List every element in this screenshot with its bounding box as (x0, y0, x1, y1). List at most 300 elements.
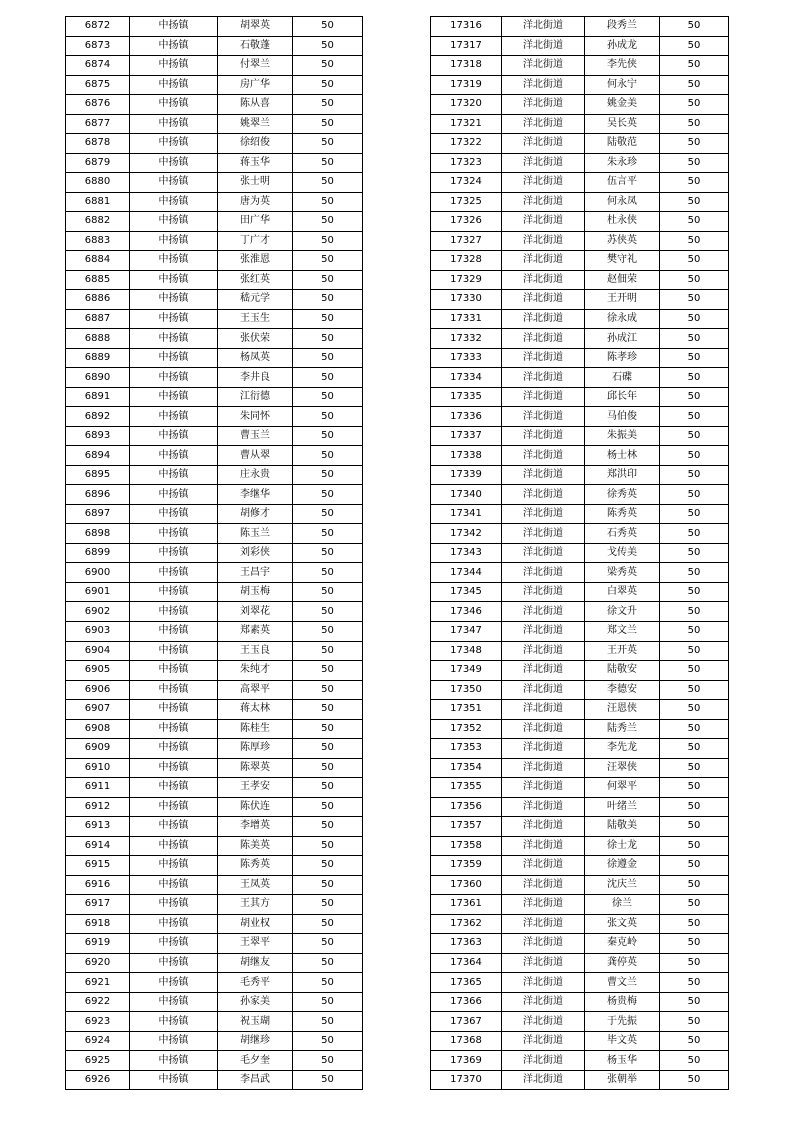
row-number-cell: 17334 (431, 368, 502, 388)
table-row (431, 934, 729, 954)
township-cell: 中扬镇 (130, 212, 218, 232)
amount-cell: 50 (293, 368, 363, 388)
row-number-cell: 6893 (66, 426, 130, 446)
name-cell: 王孝安 (218, 778, 293, 798)
amount-cell: 50 (660, 290, 729, 310)
amount-cell: 50 (293, 348, 363, 368)
table-row (66, 543, 363, 563)
table-row (431, 56, 729, 76)
name-cell: 杜永侠 (585, 212, 660, 232)
township-cell: 洋北街道 (502, 739, 585, 759)
table-row (431, 465, 729, 485)
amount-cell: 50 (660, 992, 729, 1012)
township-cell: 洋北街道 (502, 114, 585, 134)
row-number-cell: 6905 (66, 661, 130, 681)
amount-cell: 50 (660, 231, 729, 251)
amount-cell: 50 (660, 192, 729, 212)
township-cell: 洋北街道 (502, 153, 585, 173)
table-row (431, 875, 729, 895)
township-cell: 洋北街道 (502, 17, 585, 37)
row-number-cell: 17367 (431, 1012, 502, 1032)
amount-cell: 50 (293, 446, 363, 466)
amount-cell: 50 (293, 426, 363, 446)
row-number-cell: 17349 (431, 661, 502, 681)
township-cell: 洋北街道 (502, 778, 585, 798)
township-cell: 中扬镇 (130, 895, 218, 915)
township-cell: 中扬镇 (130, 114, 218, 134)
amount-cell: 50 (660, 56, 729, 76)
row-number-cell: 17320 (431, 95, 502, 115)
table-row (431, 134, 729, 154)
township-cell: 中扬镇 (130, 95, 218, 115)
table-row (431, 719, 729, 739)
amount-cell: 50 (660, 817, 729, 837)
township-cell: 洋北街道 (502, 446, 585, 466)
table-row (66, 309, 363, 329)
township-cell: 中扬镇 (130, 543, 218, 563)
name-cell: 曹文兰 (585, 973, 660, 993)
name-cell: 张朝举 (585, 1070, 660, 1090)
amount-cell: 50 (660, 661, 729, 681)
township-cell: 中扬镇 (130, 1031, 218, 1051)
row-number-cell: 17318 (431, 56, 502, 76)
amount-cell: 50 (293, 875, 363, 895)
table-row (66, 563, 363, 583)
table-row (66, 1051, 363, 1071)
amount-cell: 50 (293, 758, 363, 778)
table-row (431, 992, 729, 1012)
township-cell: 洋北街道 (502, 953, 585, 973)
table-row (66, 446, 363, 466)
township-cell: 中扬镇 (130, 270, 218, 290)
amount-cell: 50 (660, 75, 729, 95)
table-row (431, 739, 729, 759)
amount-cell: 50 (660, 543, 729, 563)
amount-cell: 50 (293, 836, 363, 856)
name-cell: 石碟 (585, 368, 660, 388)
amount-cell: 50 (660, 270, 729, 290)
amount-cell: 50 (293, 56, 363, 76)
name-cell: 汪恩侠 (585, 700, 660, 720)
name-cell: 曹从翠 (218, 446, 293, 466)
township-cell: 中扬镇 (130, 17, 218, 37)
table-row (66, 251, 363, 271)
amount-cell: 50 (660, 465, 729, 485)
table-row (66, 914, 363, 934)
amount-cell: 50 (293, 114, 363, 134)
name-cell: 杨士林 (585, 446, 660, 466)
amount-cell: 50 (660, 973, 729, 993)
township-cell: 中扬镇 (130, 446, 218, 466)
township-cell: 中扬镇 (130, 719, 218, 739)
township-cell: 洋北街道 (502, 875, 585, 895)
name-cell: 胡继珍 (218, 1031, 293, 1051)
township-cell: 中扬镇 (130, 56, 218, 76)
township-cell: 中扬镇 (130, 173, 218, 193)
table-row (431, 504, 729, 524)
row-number-cell: 6925 (66, 1051, 130, 1071)
table-row (66, 95, 363, 115)
table-row (66, 953, 363, 973)
row-number-cell: 6890 (66, 368, 130, 388)
name-cell: 陈厚珍 (218, 739, 293, 759)
name-cell: 樊守礼 (585, 251, 660, 271)
table-row (431, 192, 729, 212)
table-row (66, 231, 363, 251)
table-row (431, 973, 729, 993)
table-row (66, 173, 363, 193)
name-cell: 梁秀英 (585, 563, 660, 583)
name-cell: 徐永成 (585, 309, 660, 329)
name-cell: 徐绍俊 (218, 134, 293, 154)
township-cell: 中扬镇 (130, 387, 218, 407)
row-number-cell: 17346 (431, 602, 502, 622)
township-cell: 中扬镇 (130, 582, 218, 602)
township-cell: 中扬镇 (130, 465, 218, 485)
amount-cell: 50 (660, 953, 729, 973)
row-number-cell: 17345 (431, 582, 502, 602)
name-cell: 石秀英 (585, 524, 660, 544)
township-cell: 洋北街道 (502, 563, 585, 583)
amount-cell: 50 (293, 602, 363, 622)
table-row (66, 661, 363, 681)
township-cell: 洋北街道 (502, 543, 585, 563)
amount-cell: 50 (293, 973, 363, 993)
name-cell: 赵佃荣 (585, 270, 660, 290)
row-number-cell: 6918 (66, 914, 130, 934)
name-cell: 田广华 (218, 212, 293, 232)
amount-cell: 50 (293, 856, 363, 876)
name-cell: 何永宁 (585, 75, 660, 95)
row-number-cell: 6901 (66, 582, 130, 602)
row-number-cell: 17322 (431, 134, 502, 154)
township-cell: 洋北街道 (502, 641, 585, 661)
name-cell: 刘彩侠 (218, 543, 293, 563)
amount-cell: 50 (660, 1051, 729, 1071)
row-number-cell: 17361 (431, 895, 502, 915)
amount-cell: 50 (293, 75, 363, 95)
table-row (431, 680, 729, 700)
table-row (431, 75, 729, 95)
name-cell: 毛夕奎 (218, 1051, 293, 1071)
township-cell: 洋北街道 (502, 465, 585, 485)
table-row (66, 582, 363, 602)
amount-cell: 50 (293, 778, 363, 798)
township-cell: 洋北街道 (502, 407, 585, 427)
row-number-cell: 6895 (66, 465, 130, 485)
township-cell: 中扬镇 (130, 485, 218, 505)
name-cell: 胡修才 (218, 504, 293, 524)
amount-cell: 50 (293, 231, 363, 251)
table-row (66, 719, 363, 739)
township-cell: 洋北街道 (502, 485, 585, 505)
row-number-cell: 17365 (431, 973, 502, 993)
township-cell: 洋北街道 (502, 719, 585, 739)
name-cell: 张红英 (218, 270, 293, 290)
table-row (66, 602, 363, 622)
row-number-cell: 17342 (431, 524, 502, 544)
row-number-cell: 6874 (66, 56, 130, 76)
table-row (431, 1051, 729, 1071)
row-number-cell: 6899 (66, 543, 130, 563)
township-cell: 中扬镇 (130, 680, 218, 700)
table-row (431, 251, 729, 271)
name-cell: 陆敬范 (585, 134, 660, 154)
table-row (431, 368, 729, 388)
township-cell: 洋北街道 (502, 56, 585, 76)
amount-cell: 50 (293, 485, 363, 505)
amount-cell: 50 (660, 1031, 729, 1051)
name-cell: 王玉生 (218, 309, 293, 329)
amount-cell: 50 (660, 251, 729, 271)
name-cell: 孙家美 (218, 992, 293, 1012)
table-row (66, 641, 363, 661)
row-number-cell: 17324 (431, 173, 502, 193)
table-row (431, 1012, 729, 1032)
row-number-cell: 6924 (66, 1031, 130, 1051)
table-row (66, 153, 363, 173)
amount-cell: 50 (293, 309, 363, 329)
table-row (431, 387, 729, 407)
row-number-cell: 17352 (431, 719, 502, 739)
table-row (66, 17, 363, 37)
township-cell: 中扬镇 (130, 329, 218, 349)
table-row (66, 836, 363, 856)
table-row (431, 543, 729, 563)
township-cell: 洋北街道 (502, 270, 585, 290)
row-number-cell: 17341 (431, 504, 502, 524)
name-cell: 徐士龙 (585, 836, 660, 856)
township-cell: 中扬镇 (130, 875, 218, 895)
township-cell: 洋北街道 (502, 797, 585, 817)
table-row (66, 192, 363, 212)
table-row (431, 797, 729, 817)
row-number-cell: 17359 (431, 856, 502, 876)
name-cell: 段秀兰 (585, 17, 660, 37)
name-cell: 陈美英 (218, 836, 293, 856)
name-cell: 张文英 (585, 914, 660, 934)
table-row (431, 270, 729, 290)
township-cell: 中扬镇 (130, 504, 218, 524)
row-number-cell: 17369 (431, 1051, 502, 1071)
row-number-cell: 6885 (66, 270, 130, 290)
row-number-cell: 17353 (431, 739, 502, 759)
township-cell: 中扬镇 (130, 1070, 218, 1090)
township-cell: 洋北街道 (502, 75, 585, 95)
township-cell: 中扬镇 (130, 563, 218, 583)
township-cell: 洋北街道 (502, 173, 585, 193)
township-cell: 中扬镇 (130, 661, 218, 681)
table-row (66, 778, 363, 798)
row-number-cell: 6883 (66, 231, 130, 251)
amount-cell: 50 (293, 992, 363, 1012)
table-row (66, 700, 363, 720)
amount-cell: 50 (660, 739, 729, 759)
row-number-cell: 6894 (66, 446, 130, 466)
row-number-cell: 6891 (66, 387, 130, 407)
row-number-cell: 6897 (66, 504, 130, 524)
amount-cell: 50 (293, 1031, 363, 1051)
row-number-cell: 6919 (66, 934, 130, 954)
amount-cell: 50 (660, 504, 729, 524)
table-row (431, 1070, 729, 1090)
table-row (66, 134, 363, 154)
amount-cell: 50 (660, 173, 729, 193)
table-row (431, 426, 729, 446)
amount-cell: 50 (293, 387, 363, 407)
name-cell: 杨贵梅 (585, 992, 660, 1012)
table-row (66, 875, 363, 895)
amount-cell: 50 (660, 914, 729, 934)
name-cell: 江衍德 (218, 387, 293, 407)
amount-cell: 50 (660, 212, 729, 232)
name-cell: 姚金美 (585, 95, 660, 115)
amount-cell: 50 (293, 290, 363, 310)
amount-cell: 50 (660, 621, 729, 641)
amount-cell: 50 (293, 1070, 363, 1090)
table-row (66, 290, 363, 310)
table-row (66, 36, 363, 56)
row-number-cell: 17347 (431, 621, 502, 641)
name-cell: 陆敬美 (585, 817, 660, 837)
name-cell: 陈翠英 (218, 758, 293, 778)
name-cell: 李昌武 (218, 1070, 293, 1090)
amount-cell: 50 (293, 953, 363, 973)
row-number-cell: 17338 (431, 446, 502, 466)
amount-cell: 50 (660, 836, 729, 856)
row-number-cell: 6915 (66, 856, 130, 876)
table-row (66, 407, 363, 427)
row-number-cell: 17339 (431, 465, 502, 485)
name-cell: 胡继友 (218, 953, 293, 973)
township-cell: 洋北街道 (502, 992, 585, 1012)
amount-cell: 50 (660, 348, 729, 368)
table-row (431, 446, 729, 466)
table-row (66, 817, 363, 837)
row-number-cell: 6910 (66, 758, 130, 778)
township-cell: 中扬镇 (130, 953, 218, 973)
name-cell: 张伏荣 (218, 329, 293, 349)
row-number-cell: 17350 (431, 680, 502, 700)
row-number-cell: 6922 (66, 992, 130, 1012)
row-number-cell: 17351 (431, 700, 502, 720)
amount-cell: 50 (660, 563, 729, 583)
township-cell: 洋北街道 (502, 680, 585, 700)
amount-cell: 50 (660, 36, 729, 56)
row-number-cell: 17331 (431, 309, 502, 329)
row-number-cell: 6909 (66, 739, 130, 759)
row-number-cell: 17325 (431, 192, 502, 212)
table-row (66, 56, 363, 76)
name-cell: 李先龙 (585, 739, 660, 759)
table-row (431, 348, 729, 368)
name-cell: 朱振美 (585, 426, 660, 446)
row-number-cell: 17370 (431, 1070, 502, 1090)
township-cell: 中扬镇 (130, 836, 218, 856)
name-cell: 何永凤 (585, 192, 660, 212)
name-cell: 陆敬安 (585, 661, 660, 681)
row-number-cell: 17348 (431, 641, 502, 661)
name-cell: 李井良 (218, 368, 293, 388)
table-row (66, 329, 363, 349)
amount-cell: 50 (293, 212, 363, 232)
row-number-cell: 6877 (66, 114, 130, 134)
township-cell: 中扬镇 (130, 1051, 218, 1071)
township-cell: 洋北街道 (502, 212, 585, 232)
name-cell: 龚停英 (585, 953, 660, 973)
amount-cell: 50 (293, 524, 363, 544)
amount-cell: 50 (660, 582, 729, 602)
row-number-cell: 6917 (66, 895, 130, 915)
township-cell: 中扬镇 (130, 621, 218, 641)
name-cell: 张淮恩 (218, 251, 293, 271)
name-cell: 伍言平 (585, 173, 660, 193)
table-row (66, 114, 363, 134)
amount-cell: 50 (293, 95, 363, 115)
name-cell: 庄永贵 (218, 465, 293, 485)
township-cell: 洋北街道 (502, 758, 585, 778)
name-cell: 郑素英 (218, 621, 293, 641)
row-number-cell: 17317 (431, 36, 502, 56)
township-cell: 洋北街道 (502, 329, 585, 349)
name-cell: 嵇元学 (218, 290, 293, 310)
row-number-cell: 6896 (66, 485, 130, 505)
row-number-cell: 6923 (66, 1012, 130, 1032)
township-cell: 中扬镇 (130, 75, 218, 95)
name-cell: 徐文升 (585, 602, 660, 622)
name-cell: 毕文英 (585, 1031, 660, 1051)
row-number-cell: 6887 (66, 309, 130, 329)
name-cell: 何翠平 (585, 778, 660, 798)
row-number-cell: 6900 (66, 563, 130, 583)
township-cell: 洋北街道 (502, 524, 585, 544)
name-cell: 陈秀英 (585, 504, 660, 524)
township-cell: 洋北街道 (502, 504, 585, 524)
table-row (66, 212, 363, 232)
row-number-cell: 17355 (431, 778, 502, 798)
township-cell: 中扬镇 (130, 309, 218, 329)
row-number-cell: 17362 (431, 914, 502, 934)
row-number-cell: 17354 (431, 758, 502, 778)
table-row (66, 856, 363, 876)
row-number-cell: 6921 (66, 973, 130, 993)
amount-cell: 50 (660, 17, 729, 37)
name-cell: 王其方 (218, 895, 293, 915)
name-cell: 蒋玉华 (218, 153, 293, 173)
row-number-cell: 17358 (431, 836, 502, 856)
name-cell: 杨玉华 (585, 1051, 660, 1071)
amount-cell: 50 (660, 719, 729, 739)
table-row (431, 700, 729, 720)
township-cell: 中扬镇 (130, 973, 218, 993)
amount-cell: 50 (660, 1070, 729, 1090)
township-cell: 中扬镇 (130, 758, 218, 778)
name-cell: 王开明 (585, 290, 660, 310)
table-row (66, 348, 363, 368)
township-cell: 中扬镇 (130, 251, 218, 271)
amount-cell: 50 (660, 778, 729, 798)
name-cell: 陈伏连 (218, 797, 293, 817)
amount-cell: 50 (660, 407, 729, 427)
amount-cell: 50 (660, 934, 729, 954)
township-cell: 洋北街道 (502, 387, 585, 407)
township-cell: 中扬镇 (130, 992, 218, 1012)
table-row (431, 621, 729, 641)
township-cell: 洋北街道 (502, 95, 585, 115)
row-number-cell: 6906 (66, 680, 130, 700)
township-cell: 洋北街道 (502, 426, 585, 446)
row-number-cell: 17357 (431, 817, 502, 837)
